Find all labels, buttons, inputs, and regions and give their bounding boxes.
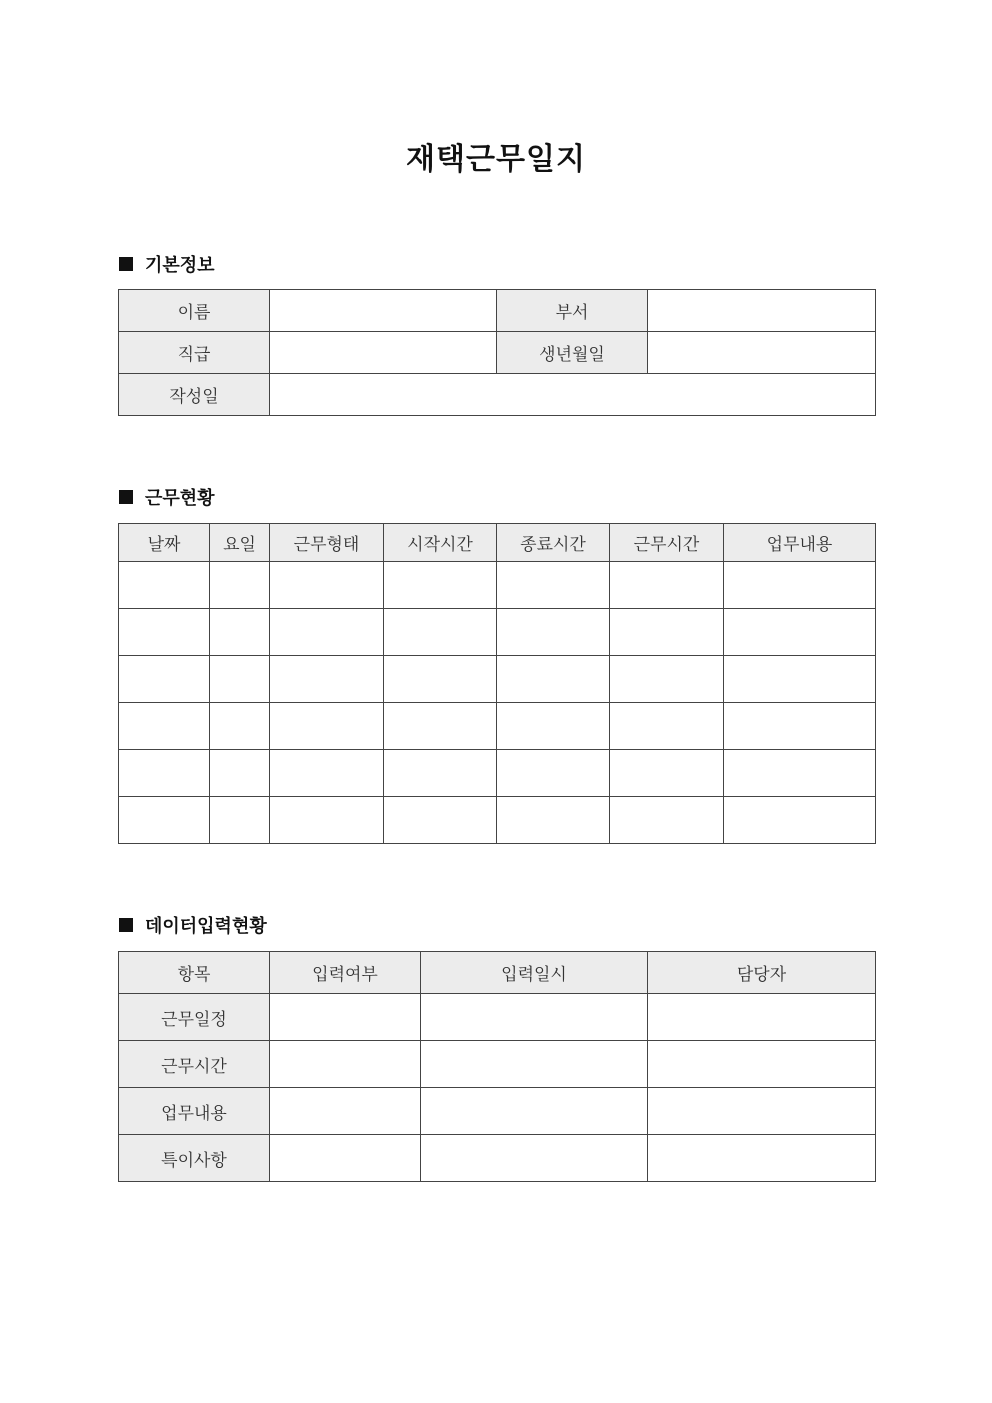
work-content-cell[interactable] xyxy=(724,562,876,609)
square-bullet-icon xyxy=(119,257,133,271)
table-row xyxy=(119,332,876,374)
weekday-cell[interactable] xyxy=(210,609,270,656)
section-heading-basic xyxy=(119,251,215,277)
column-header-end-time: 종료시간 xyxy=(497,524,610,562)
name-field[interactable] xyxy=(270,290,497,332)
label-position: 직급 xyxy=(119,332,270,374)
table-row xyxy=(119,1041,876,1088)
department-field[interactable] xyxy=(648,290,876,332)
column-header-work-type: 근무형태 xyxy=(270,524,384,562)
person-in-charge-cell[interactable] xyxy=(648,994,876,1041)
entered-cell[interactable] xyxy=(270,1041,421,1088)
end-time-cell[interactable] xyxy=(497,750,610,797)
basic-info-table xyxy=(118,289,876,416)
table-row xyxy=(119,703,876,750)
section-title: 근무현황 xyxy=(145,488,215,509)
table-row xyxy=(119,1088,876,1135)
weekday-cell[interactable] xyxy=(210,656,270,703)
section-title: 기본정보 xyxy=(145,255,215,276)
square-bullet-icon xyxy=(119,918,133,932)
end-time-cell[interactable] xyxy=(497,609,610,656)
row-label: 근무시간 xyxy=(119,1041,270,1088)
weekday-cell[interactable] xyxy=(210,797,270,844)
section-heading-data-entry xyxy=(119,912,267,938)
date-cell[interactable] xyxy=(119,750,210,797)
table-row xyxy=(119,562,876,609)
entry-datetime-cell[interactable] xyxy=(421,1041,648,1088)
label-name: 이름 xyxy=(119,290,270,332)
start-time-cell[interactable] xyxy=(384,609,497,656)
person-in-charge-cell[interactable] xyxy=(648,1041,876,1088)
start-time-cell[interactable] xyxy=(384,656,497,703)
entered-cell[interactable] xyxy=(270,994,421,1041)
end-time-cell[interactable] xyxy=(497,656,610,703)
work-type-cell[interactable] xyxy=(270,656,384,703)
end-time-cell[interactable] xyxy=(497,562,610,609)
entered-cell[interactable] xyxy=(270,1088,421,1135)
table-row xyxy=(119,374,876,416)
table-row xyxy=(119,797,876,844)
work-type-cell[interactable] xyxy=(270,797,384,844)
document-title: 재택근무일지 xyxy=(406,142,586,177)
row-label: 특이사항 xyxy=(119,1135,270,1182)
column-header-item: 항목 xyxy=(119,952,270,994)
start-time-cell[interactable] xyxy=(384,750,497,797)
work-content-cell[interactable] xyxy=(724,703,876,750)
table-row xyxy=(119,656,876,703)
data-entry-table xyxy=(118,951,876,1182)
work-type-cell[interactable] xyxy=(270,750,384,797)
table-row xyxy=(119,609,876,656)
date-cell[interactable] xyxy=(119,562,210,609)
section-heading-work xyxy=(119,484,215,510)
entered-cell[interactable] xyxy=(270,1135,421,1182)
table-header-row xyxy=(119,524,876,562)
weekday-cell[interactable] xyxy=(210,703,270,750)
column-header-start-time: 시작시간 xyxy=(384,524,497,562)
work-content-cell[interactable] xyxy=(724,797,876,844)
start-time-cell[interactable] xyxy=(384,562,497,609)
date-cell[interactable] xyxy=(119,656,210,703)
column-header-person-in-charge: 담당자 xyxy=(648,952,876,994)
work-hours-cell[interactable] xyxy=(610,750,724,797)
work-hours-cell[interactable] xyxy=(610,703,724,750)
label-written-date: 작성일 xyxy=(119,374,270,416)
column-header-entered: 입력여부 xyxy=(270,952,421,994)
row-label: 근무일정 xyxy=(119,994,270,1041)
person-in-charge-cell[interactable] xyxy=(648,1135,876,1182)
work-hours-cell[interactable] xyxy=(610,797,724,844)
end-time-cell[interactable] xyxy=(497,703,610,750)
written-date-field[interactable] xyxy=(270,374,876,416)
work-hours-cell[interactable] xyxy=(610,609,724,656)
table-header-row xyxy=(119,952,876,994)
weekday-cell[interactable] xyxy=(210,562,270,609)
entry-datetime-cell[interactable] xyxy=(421,1135,648,1182)
column-header-entry-datetime: 입력일시 xyxy=(421,952,648,994)
column-header-date: 날짜 xyxy=(119,524,210,562)
work-content-cell[interactable] xyxy=(724,750,876,797)
work-hours-cell[interactable] xyxy=(610,562,724,609)
work-type-cell[interactable] xyxy=(270,562,384,609)
date-cell[interactable] xyxy=(119,609,210,656)
label-birthdate: 생년월일 xyxy=(497,332,648,374)
table-row xyxy=(119,994,876,1041)
row-label: 업무내용 xyxy=(119,1088,270,1135)
start-time-cell[interactable] xyxy=(384,703,497,750)
column-header-work-hours: 근무시간 xyxy=(610,524,724,562)
square-bullet-icon xyxy=(119,490,133,504)
work-content-cell[interactable] xyxy=(724,609,876,656)
date-cell[interactable] xyxy=(119,797,210,844)
work-status-table xyxy=(118,523,876,844)
weekday-cell[interactable] xyxy=(210,750,270,797)
work-content-cell[interactable] xyxy=(724,656,876,703)
person-in-charge-cell[interactable] xyxy=(648,1088,876,1135)
position-field[interactable] xyxy=(270,332,497,374)
entry-datetime-cell[interactable] xyxy=(421,1088,648,1135)
work-type-cell[interactable] xyxy=(270,609,384,656)
date-cell[interactable] xyxy=(119,703,210,750)
start-time-cell[interactable] xyxy=(384,797,497,844)
table-row xyxy=(119,290,876,332)
entry-datetime-cell[interactable] xyxy=(421,994,648,1041)
column-header-work-content: 업무내용 xyxy=(724,524,876,562)
label-department: 부서 xyxy=(497,290,648,332)
column-header-weekday: 요일 xyxy=(210,524,270,562)
table-row xyxy=(119,750,876,797)
section-title: 데이터입력현황 xyxy=(145,916,267,937)
work-type-cell[interactable] xyxy=(270,703,384,750)
work-hours-cell[interactable] xyxy=(610,656,724,703)
birthdate-field[interactable] xyxy=(648,332,876,374)
table-row xyxy=(119,1135,876,1182)
end-time-cell[interactable] xyxy=(497,797,610,844)
